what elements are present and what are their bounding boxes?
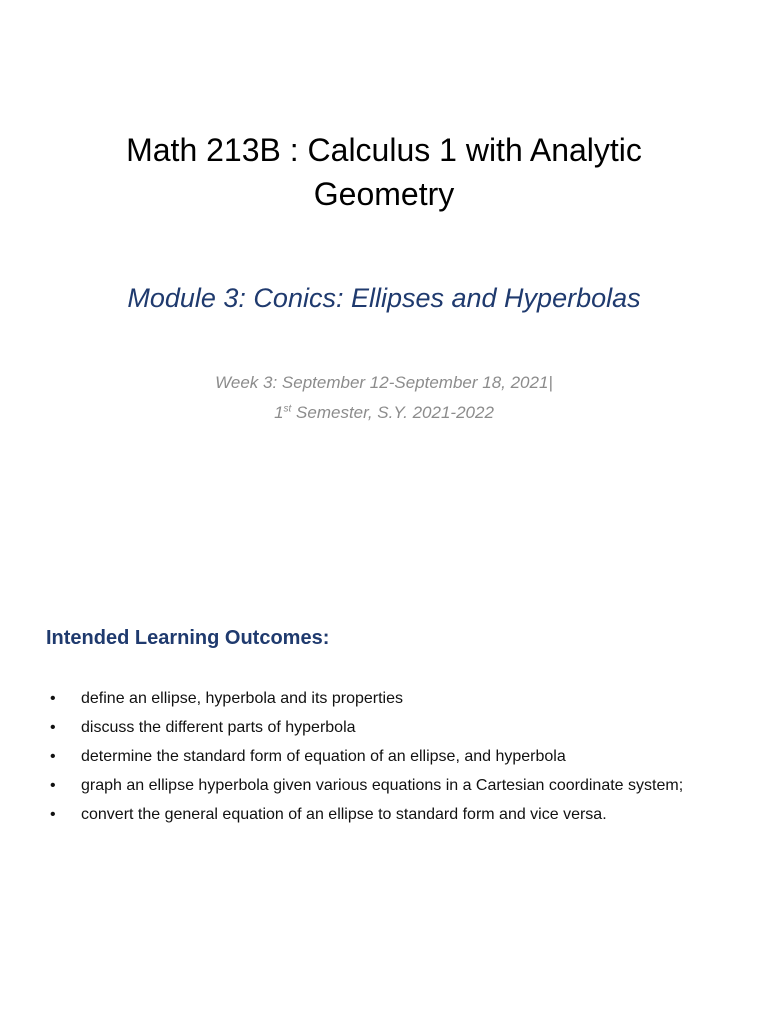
- outcome-text: define an ellipse, hyperbola and its properties: [81, 690, 403, 707]
- schedule-block: [40, 368, 728, 428]
- outcome-item: [50, 688, 720, 710]
- outcome-item: [50, 746, 720, 768]
- module-title: Module 3: Conics: Ellipses and Hyperbolas: [127, 283, 641, 313]
- bullet-icon: •: [50, 748, 56, 765]
- semester-suffix: st: [283, 403, 292, 415]
- course-title-line-2: Geometry: [313, 176, 455, 212]
- bullet-icon: •: [50, 777, 56, 794]
- bullet-icon: •: [50, 806, 56, 823]
- semester-text: Semester, S.Y. 2021-2022: [291, 403, 494, 422]
- course-title-line-1: Math 213B : Calculus 1 with Analytic: [126, 132, 642, 168]
- semester-line: [40, 398, 728, 428]
- semester-number: 1: [274, 403, 284, 422]
- bullet-icon: •: [50, 690, 56, 707]
- outcome-item: [50, 717, 720, 739]
- outcome-text: determine the standard form of equation of an ellipse, and hyperbola: [81, 748, 566, 765]
- outcome-text: discuss the different parts of hyperbola: [81, 719, 356, 736]
- week-dates: Week 3: September 12-September 18, 2021|: [215, 373, 553, 392]
- outcome-text: convert the general equation of an ellipse to standard form and vice versa.: [81, 806, 607, 823]
- outcome-item: [50, 804, 720, 826]
- outcome-item: [50, 775, 720, 797]
- outcome-text: graph an ellipse hyperbola given various equations in a Cartesian coordinate system;: [81, 777, 684, 794]
- bullet-icon: •: [50, 719, 56, 736]
- learning-outcomes-list: [50, 688, 720, 833]
- learning-outcomes-heading: Intended Learning Outcomes:: [46, 627, 330, 649]
- course-title: [40, 128, 728, 216]
